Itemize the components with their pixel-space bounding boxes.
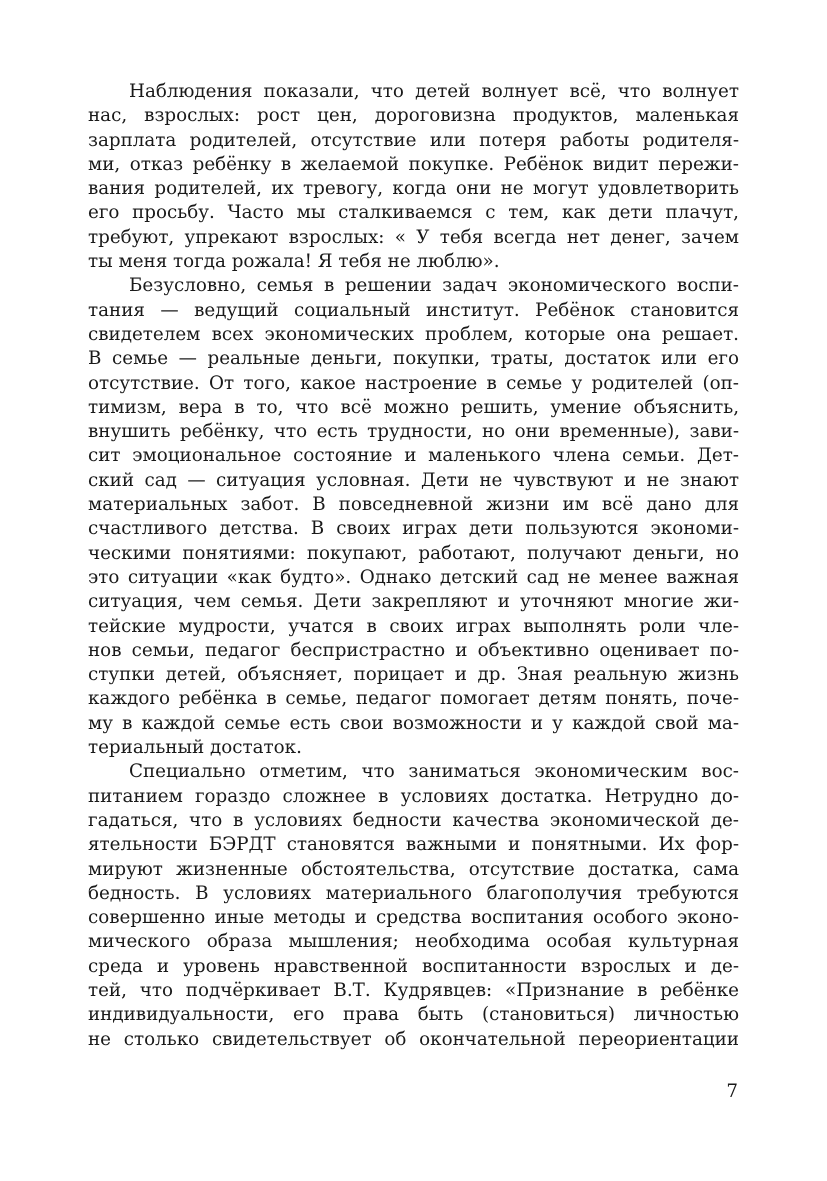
paragraph-1: [88, 80, 739, 274]
text-line: ты меня тогда рожала! Я тебя не люблю».: [88, 251, 500, 273]
text-line: сит эмоциональное состояние и маленького члена семьи. Дет-: [88, 445, 739, 467]
text-line: ятельности БЭРДТ становятся важными и понятными. Их фор-: [88, 834, 739, 856]
text-line: среда и уровень нравственной воспитанности взрослых и де-: [88, 955, 739, 977]
text-line: его просьбу. Часто мы сталкиваемся с тем, как дети плачут,: [88, 202, 739, 224]
paragraph-3: [88, 760, 739, 1052]
text-line: Специально отметим, что заниматься экономическим вос-: [129, 761, 739, 783]
text-line: тания — ведущий социальный институт. Ребёнок становится: [88, 299, 739, 321]
text-line: ситуация, чем семья. Дети закрепляют и уточняют многие жи-: [88, 591, 739, 613]
page-text: [88, 80, 739, 1052]
text-line: ческими понятиями: покупают, работают, получают деньги, но: [88, 542, 739, 564]
text-line: питанием гораздо сложнее в условиях достатка. Нетрудно до-: [88, 785, 739, 807]
text-line: материальных забот. В повседневной жизни им всё дано для: [88, 494, 739, 516]
text-line: териальный достаток.: [88, 737, 302, 759]
text-line: Наблюдения показали, что детей волнует всё, что волнует: [129, 81, 739, 102]
page-number: 7: [726, 1081, 738, 1102]
text-line: тей, что подчёркивает В.Т. Кудрявцев: «Признание в ребёнке: [88, 979, 739, 1001]
text-line: это ситуации «как будто». Однако детский сад не менее важная: [88, 566, 739, 588]
text-line: гадаться, что в условиях бедности качества экономической де-: [88, 809, 739, 831]
text-line: мируют жизненные обстоятельства, отсутствие достатка, сама: [88, 858, 739, 880]
text-line: индивидуальности, его права быть (становиться) личностью: [88, 1004, 739, 1026]
text-line: нас, взрослых: рост цен, дороговизна продуктов, маленькая: [88, 105, 739, 127]
text-line: счастливого детства. В своих играх дети пользуются экономи-: [88, 518, 739, 540]
text-line: ступки детей, объясняет, порицает и др. Зная реальную жизнь: [88, 664, 739, 686]
text-line: внушить ребёнку, что есть трудности, но они временные), зави-: [88, 421, 739, 443]
text-line: Безусловно, семья в решении задач экономического воспи-: [129, 275, 739, 297]
text-line: каждого ребёнка в семье, педагог помогает детям понять, поче-: [88, 688, 739, 710]
text-line: му в каждой семье есть свои возможности и у каждой свой ма-: [88, 712, 739, 734]
text-line: ский сад — ситуация условная. Дети не чувствуют и не знают: [88, 469, 739, 491]
text-line: совершенно иные методы и средства воспитания особого эконо-: [88, 907, 739, 929]
text-line: не столько свидетельствует об окончательной переориентации: [88, 1028, 739, 1050]
paragraph-2: [88, 274, 739, 760]
text-line: отсутствие. От того, какое настроение в семье у родителей (оп-: [88, 372, 739, 394]
text-line: тимизм, вера в то, что всё можно решить, умение объяснить,: [88, 396, 739, 418]
text-line: вания родителей, их тревогу, когда они не могут удовлетворить: [88, 178, 739, 200]
text-line: нов семьи, педагог беспристрастно и объективно оценивает по-: [88, 639, 739, 661]
text-line: зарплата родителей, отсутствие или потеря работы родителя-: [88, 129, 739, 151]
text-line: требуют, упрекают взрослых: « У тебя всегда нет денег, зачем: [88, 226, 739, 248]
text-line: В семье — реальные деньги, покупки, траты, достаток или его: [88, 348, 739, 370]
text-line: мического образа мышления; необходима особая культурная: [88, 931, 739, 953]
text-line: бедность. В условиях материального благополучия требуются: [88, 882, 739, 904]
text-line: свидетелем всех экономических проблем, которые она решает.: [88, 323, 739, 345]
text-line: тейские мудрости, учатся в своих играх выполнять роли чле-: [88, 615, 739, 637]
text-line: ми, отказ ребёнку в желаемой покупке. Ребёнок видит пережи-: [88, 153, 739, 175]
